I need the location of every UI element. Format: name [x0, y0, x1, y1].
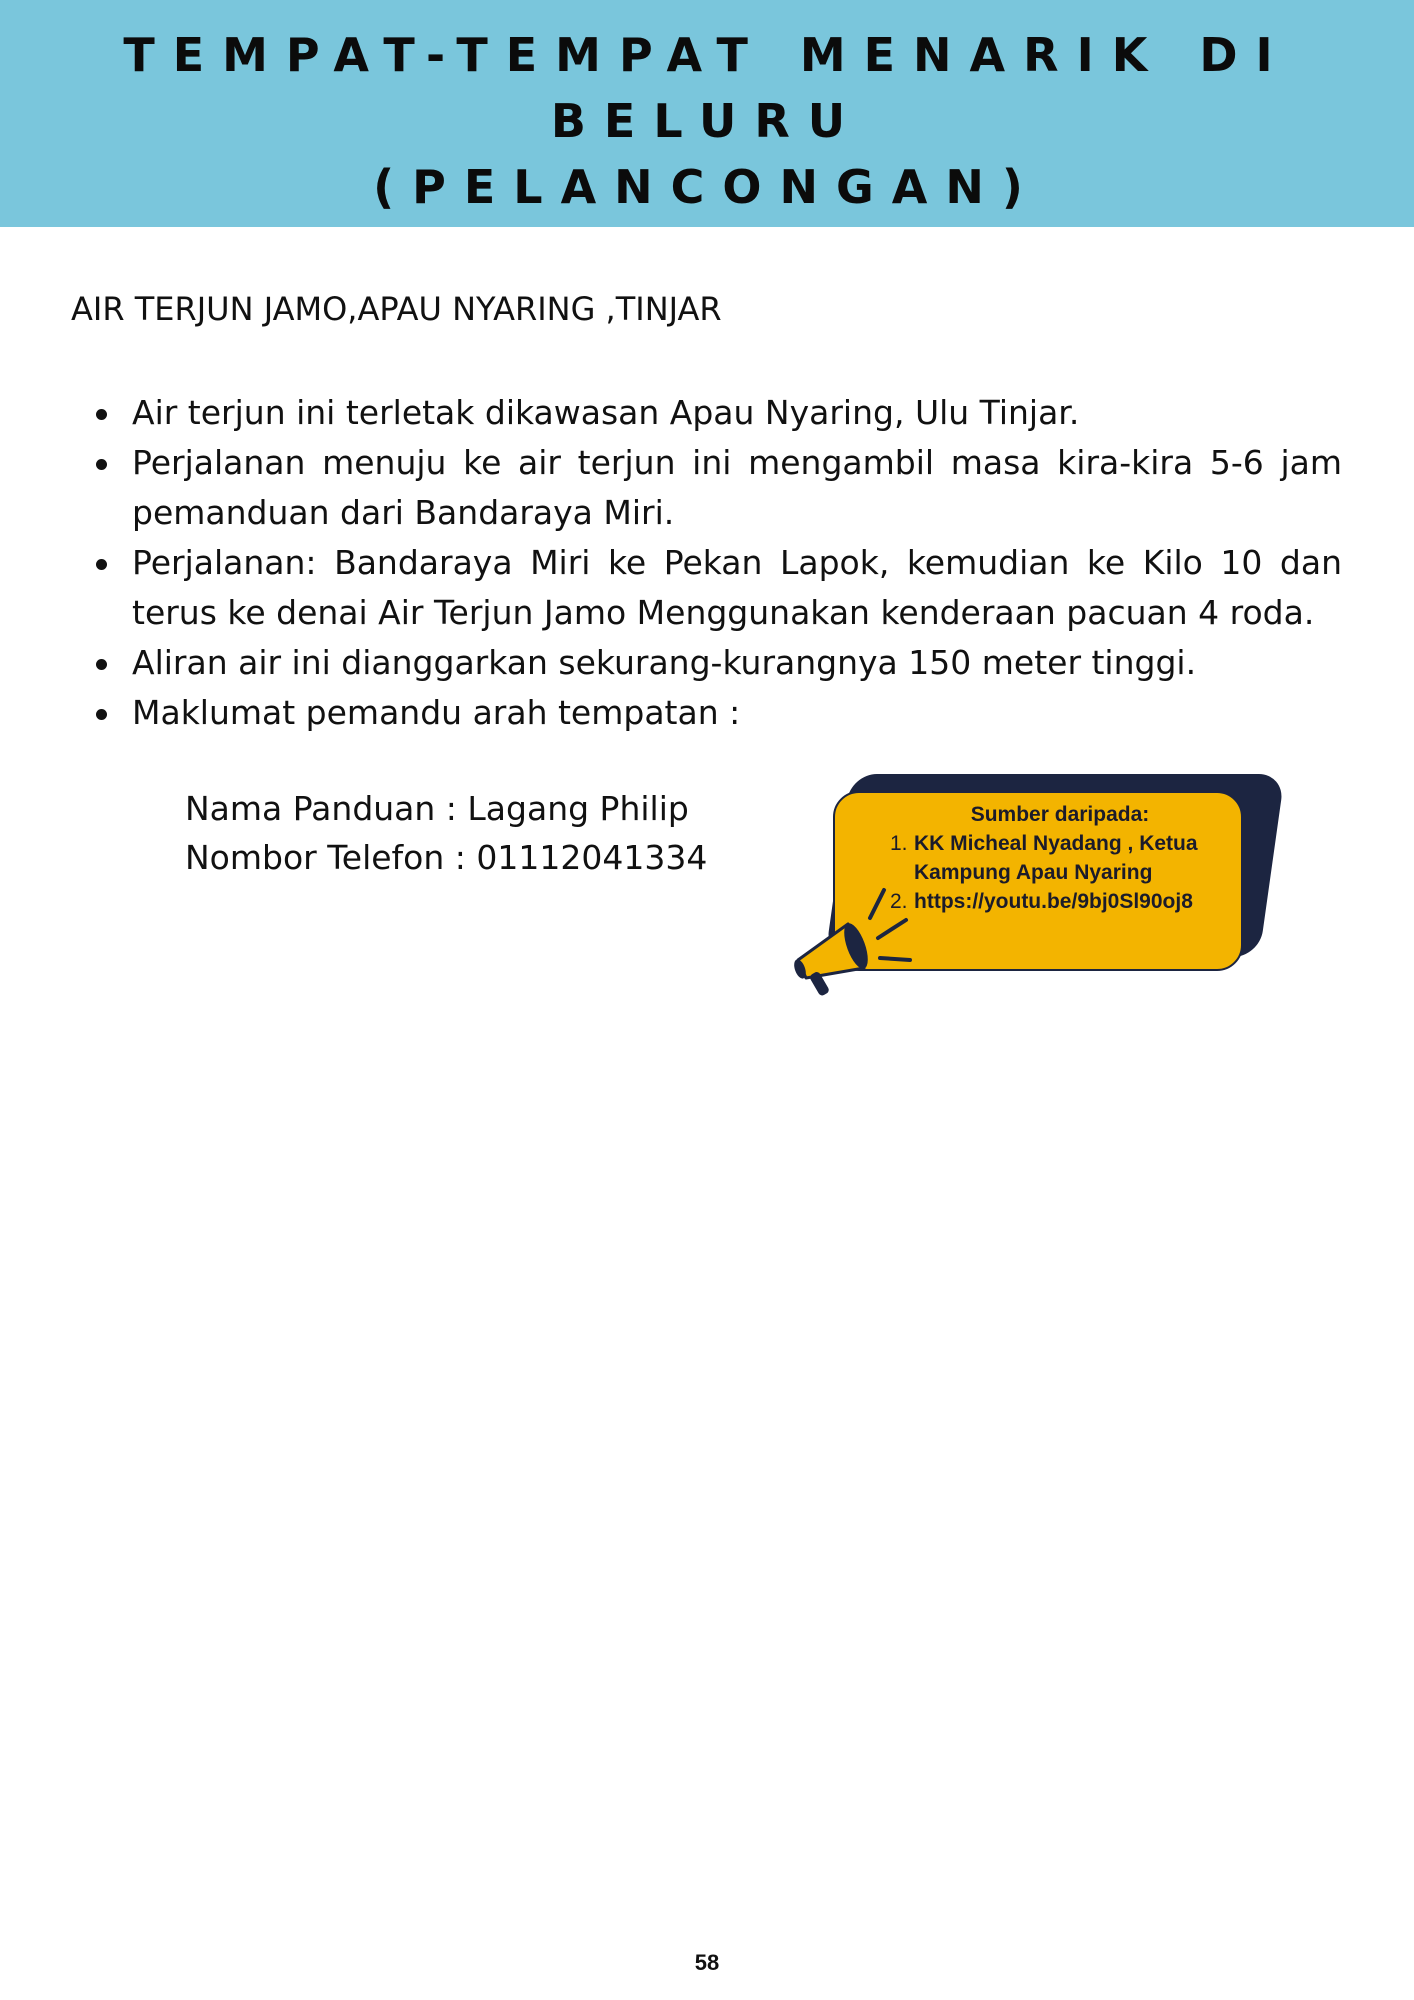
bullet-item: Air terjun ini terletak dikawasan Apau Nyaring, Ulu Tinjar.	[132, 388, 1342, 438]
bullet-item: Perjalanan: Bandaraya Miri ke Pekan Lapok, kemudian ke Kilo 10 dan terus ke denai Air Terjun Jamo Menggunakan kenderaan pacuan 4 roda.	[132, 538, 1342, 638]
source-item	[890, 829, 1240, 858]
source-item-continued	[890, 858, 1240, 887]
source-link[interactable]: https://youtu.be/9bj0Sl90oj8	[914, 890, 1193, 913]
source-item-text: Kampung Apau Nyaring	[914, 861, 1153, 884]
page-header	[0, 0, 1414, 227]
page-title-line-2: BELURU	[550, 94, 864, 148]
bullet-item: Perjalanan menuju ke air terjun ini mengambil masa kira-kira 5-6 jam pemanduan dari Bandaraya Miri.	[132, 438, 1342, 538]
source-item-text: KK Micheal Nyadang , Ketua	[914, 832, 1198, 855]
guide-name: Nama Panduan : Lagang Philip	[185, 789, 689, 828]
page-title-line-3: (PELANCONGAN)	[373, 160, 1041, 214]
page-number: 58	[694, 1950, 720, 1975]
source-callout-title: Sumber daripada:	[970, 803, 1150, 826]
bullet-item: Aliran air ini dianggarkan sekurang-kurangnya 150 meter tinggi.	[132, 638, 1342, 688]
source-item-number: 2.	[890, 890, 908, 913]
page-title-line-1: TEMPAT-TEMPAT MENARIK DI	[123, 28, 1291, 82]
section-title: AIR TERJUN JAMO,APAU NYARING ,TINJAR	[71, 290, 722, 328]
megaphone-sound-lines	[870, 890, 910, 960]
source-item	[890, 887, 1240, 916]
source-item-number: 1.	[890, 832, 908, 855]
guide-phone: Nombor Telefon : 01112041334	[185, 838, 708, 877]
megaphone-icon	[786, 872, 916, 1002]
source-callout-text	[890, 800, 1240, 916]
bullet-item: Maklumat pemandu arah tempatan :	[132, 688, 1342, 738]
megaphone-body	[792, 920, 873, 997]
bullet-list	[132, 388, 1342, 738]
